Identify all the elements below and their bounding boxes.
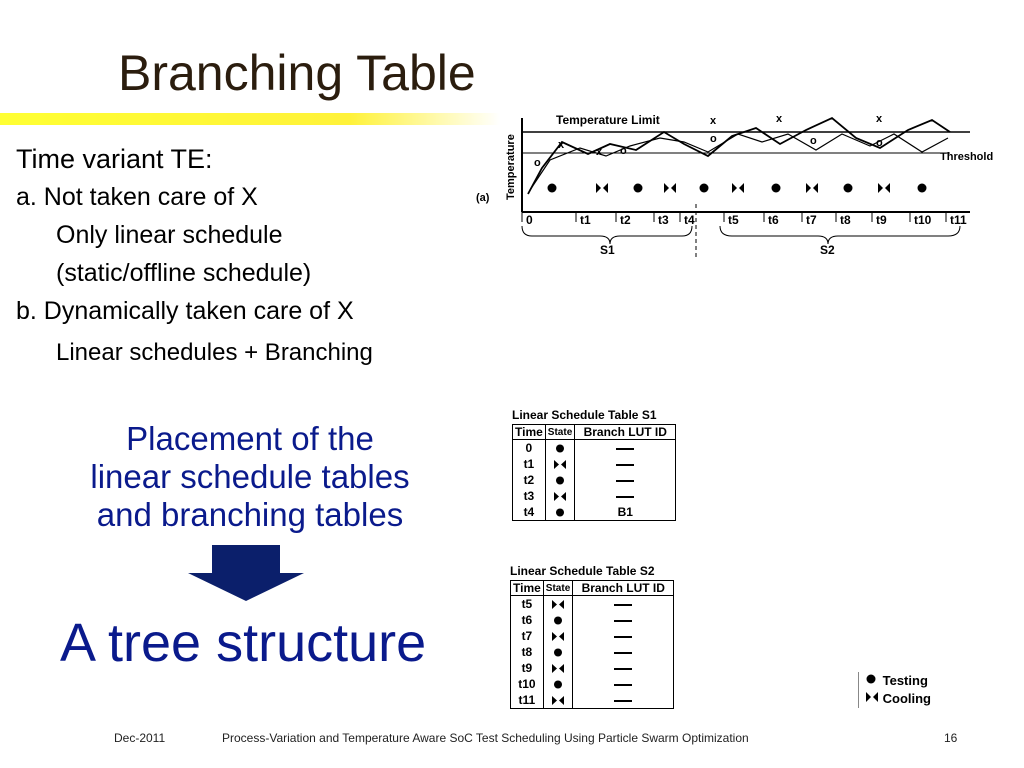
state-cell bbox=[543, 612, 572, 628]
state-cell bbox=[545, 440, 574, 457]
table-row bbox=[511, 628, 674, 644]
table-row bbox=[511, 612, 674, 628]
table-row bbox=[513, 504, 676, 521]
branch-cell bbox=[573, 644, 674, 660]
branch-cell bbox=[575, 488, 676, 504]
branch-cell: B1 bbox=[575, 504, 676, 521]
dash-icon bbox=[614, 604, 632, 607]
legend-testing bbox=[865, 672, 931, 690]
tick-label: 0 bbox=[526, 213, 533, 227]
state-cell bbox=[543, 644, 572, 660]
branch-cell bbox=[575, 456, 676, 472]
testing-dot-icon bbox=[551, 615, 565, 626]
state-cell bbox=[543, 692, 572, 709]
branch-cell bbox=[573, 660, 674, 676]
bullet-list bbox=[16, 140, 373, 372]
table-row bbox=[511, 644, 674, 660]
cooling-bowtie-icon bbox=[551, 695, 565, 706]
table-header-state: State bbox=[543, 581, 572, 596]
table-header-branch: Branch LUT ID bbox=[573, 581, 674, 596]
cooling-marker bbox=[878, 183, 890, 193]
x-marker: x bbox=[558, 139, 565, 151]
tick-label: t4 bbox=[684, 213, 695, 227]
dash-icon bbox=[616, 448, 634, 451]
bullet-a: a. Not taken care of X bbox=[16, 183, 258, 211]
dash-icon bbox=[614, 620, 632, 623]
legend-cooling-label: Cooling bbox=[882, 691, 932, 706]
branch-cell bbox=[573, 692, 674, 709]
diagram-ticks bbox=[522, 212, 967, 227]
linear-schedule-table-s1 bbox=[512, 408, 676, 521]
o-marker: o bbox=[710, 133, 717, 145]
testing-marker bbox=[700, 184, 709, 193]
table-row bbox=[511, 676, 674, 692]
o-marker: o bbox=[620, 145, 627, 157]
testing-dot-icon bbox=[548, 184, 557, 193]
x-marker: x bbox=[596, 146, 603, 158]
table-row bbox=[513, 472, 676, 488]
placement-line-2: linear schedule tables bbox=[90, 458, 410, 495]
table-row bbox=[513, 488, 676, 504]
cooling-bowtie-icon bbox=[596, 183, 608, 193]
cooling-bowtie-icon bbox=[551, 631, 565, 642]
dash-icon bbox=[616, 464, 634, 467]
cooling-marker bbox=[596, 183, 608, 193]
branch-cell bbox=[575, 440, 676, 457]
time-cell: 0 bbox=[513, 440, 546, 457]
o-marker: o bbox=[810, 135, 817, 147]
dash-icon bbox=[614, 700, 632, 703]
state-cell bbox=[545, 488, 574, 504]
testing-dot-icon bbox=[553, 443, 567, 454]
time-cell: t7 bbox=[511, 628, 544, 644]
table-row bbox=[513, 456, 676, 472]
tick-label: t6 bbox=[768, 213, 779, 227]
cooling-marker bbox=[806, 183, 818, 193]
s2-label: S2 bbox=[820, 243, 835, 257]
dash-icon bbox=[614, 684, 632, 687]
testing-dot-icon bbox=[700, 184, 709, 193]
testing-dot-icon bbox=[865, 673, 879, 685]
time-cell: t6 bbox=[511, 612, 544, 628]
bullet-heading: Time variant TE: bbox=[16, 144, 213, 174]
branch-cell bbox=[573, 676, 674, 692]
table-row bbox=[511, 660, 674, 676]
state-cell bbox=[545, 472, 574, 488]
testing-dot-icon bbox=[551, 647, 565, 658]
threshold-label: Threshold bbox=[940, 151, 994, 163]
temperature-curve-lower bbox=[530, 134, 948, 190]
tick-label: t11 bbox=[950, 213, 967, 227]
diagram-label-a: (a) bbox=[476, 192, 490, 204]
linear-schedule-table-s2 bbox=[510, 564, 674, 709]
table-header-time: Time bbox=[513, 425, 546, 440]
cooling-bowtie-icon bbox=[664, 183, 676, 193]
s2-brace bbox=[720, 226, 960, 244]
table-s2-title: Linear Schedule Table S2 bbox=[510, 564, 655, 578]
testing-marker bbox=[548, 184, 557, 193]
branch-cell bbox=[573, 612, 674, 628]
dash-icon bbox=[616, 480, 634, 483]
time-cell: t1 bbox=[513, 456, 546, 472]
state-cell bbox=[543, 628, 572, 644]
bullet-a-sub1: Only linear schedule bbox=[56, 221, 283, 249]
state-cell bbox=[543, 676, 572, 692]
bullet-a-sub2: (static/offline schedule) bbox=[56, 259, 312, 287]
temperature-limit-label: Temperature Limit bbox=[556, 113, 660, 127]
tick-label: t9 bbox=[876, 213, 887, 227]
table-header-time: Time bbox=[511, 581, 544, 596]
branch-cell bbox=[573, 628, 674, 644]
o-marker: o bbox=[876, 137, 883, 149]
table-s2 bbox=[510, 580, 674, 709]
bullet-b: b. Dynamically taken care of X bbox=[16, 297, 354, 325]
testing-marker bbox=[772, 184, 781, 193]
time-cell: t4 bbox=[513, 504, 546, 521]
dash-icon bbox=[614, 668, 632, 671]
cooling-bowtie-icon bbox=[806, 183, 818, 193]
testing-dot-icon bbox=[551, 679, 565, 690]
s1-label: S1 bbox=[600, 243, 615, 257]
cooling-bowtie-icon bbox=[553, 459, 567, 470]
placement-line-3: and branching tables bbox=[96, 496, 404, 533]
branch-cell bbox=[575, 472, 676, 488]
time-cell: t8 bbox=[511, 644, 544, 660]
state-cell bbox=[543, 596, 572, 613]
cooling-bowtie-icon bbox=[551, 663, 565, 674]
x-marker: x bbox=[776, 113, 783, 125]
s1-brace bbox=[522, 226, 692, 244]
time-cell: t10 bbox=[511, 676, 544, 692]
footer-title: Process-Variation and Temperature Aware SoC Test Scheduling Using Particle Swarm Optimization bbox=[222, 731, 749, 745]
tick-label: t8 bbox=[840, 213, 851, 227]
time-cell: t2 bbox=[513, 472, 546, 488]
tick-label: t3 bbox=[658, 213, 669, 227]
testing-marker bbox=[918, 184, 927, 193]
time-cell: t11 bbox=[511, 692, 544, 709]
dash-icon bbox=[614, 636, 632, 639]
slide-title: Branching Table bbox=[118, 45, 476, 101]
diagram-ylabel: Temperature bbox=[505, 134, 517, 200]
dash-icon bbox=[616, 496, 634, 499]
tick-label: t7 bbox=[806, 213, 817, 227]
temperature-curve-upper bbox=[528, 118, 950, 194]
legend-testing-label: Testing bbox=[882, 673, 928, 688]
tree-structure-text: A tree structure bbox=[60, 613, 427, 673]
down-arrow-icon bbox=[188, 545, 304, 601]
time-cell: t3 bbox=[513, 488, 546, 504]
o-marker: o bbox=[534, 157, 541, 169]
testing-marker bbox=[634, 184, 643, 193]
legend-cooling bbox=[865, 690, 931, 708]
cooling-bowtie-icon bbox=[878, 183, 890, 193]
testing-dot-icon bbox=[772, 184, 781, 193]
tick-label: t1 bbox=[580, 213, 591, 227]
tick-label: t5 bbox=[728, 213, 739, 227]
testing-dot-icon bbox=[553, 475, 567, 486]
title-underline-bar bbox=[0, 113, 500, 125]
testing-dot-icon bbox=[634, 184, 643, 193]
dash-icon bbox=[614, 652, 632, 655]
table-row bbox=[513, 440, 676, 457]
testing-dot-icon bbox=[918, 184, 927, 193]
testing-marker bbox=[844, 184, 853, 193]
cooling-marker bbox=[664, 183, 676, 193]
state-legend bbox=[858, 672, 931, 708]
state-cell bbox=[545, 456, 574, 472]
tick-label: t2 bbox=[620, 213, 631, 227]
x-marker: x bbox=[876, 113, 883, 125]
table-row bbox=[511, 692, 674, 709]
testing-dot-icon bbox=[844, 184, 853, 193]
placement-line-1: Placement of the bbox=[126, 420, 374, 457]
bullet-b-sub1: Linear schedules + Branching bbox=[56, 339, 373, 366]
time-cell: t5 bbox=[511, 596, 544, 613]
tick-label: t10 bbox=[914, 213, 932, 227]
table-s1 bbox=[512, 424, 676, 521]
placement-text bbox=[40, 420, 460, 534]
table-row bbox=[511, 596, 674, 613]
temperature-diagram bbox=[470, 108, 1010, 258]
cooling-bowtie-icon bbox=[551, 599, 565, 610]
cooling-bowtie-icon bbox=[732, 183, 744, 193]
state-cell bbox=[545, 504, 574, 521]
branch-cell bbox=[573, 596, 674, 613]
cooling-marker bbox=[732, 183, 744, 193]
time-cell: t9 bbox=[511, 660, 544, 676]
cooling-bowtie-icon bbox=[865, 691, 879, 703]
cooling-bowtie-icon bbox=[553, 491, 567, 502]
table-header-branch: Branch LUT ID bbox=[575, 425, 676, 440]
table-s1-title: Linear Schedule Table S1 bbox=[512, 408, 657, 422]
x-marker: x bbox=[710, 115, 717, 127]
table-header-state: State bbox=[545, 425, 574, 440]
footer-page-number: 16 bbox=[944, 731, 958, 745]
testing-dot-icon bbox=[553, 507, 567, 518]
state-cell bbox=[543, 660, 572, 676]
footer-date: Dec-2011 bbox=[114, 731, 166, 745]
